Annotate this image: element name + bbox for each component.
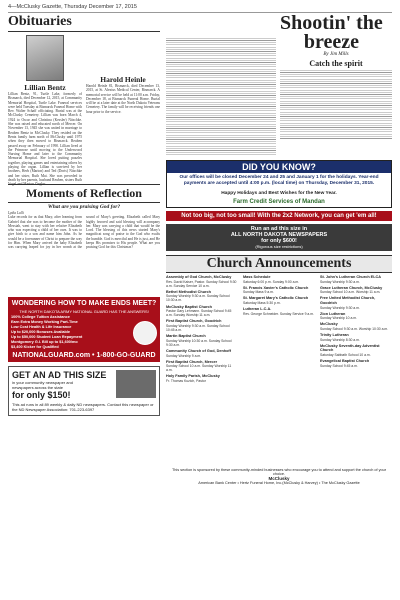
church-listing bbox=[166, 305, 238, 318]
church-listing bbox=[243, 296, 315, 305]
church-announcements-title: Church Announcements bbox=[166, 255, 392, 273]
church-name: Assembly of God Church, McClusky bbox=[166, 275, 232, 279]
church-info: Sunday School 10 a.m. Worship 11 a.m. bbox=[320, 290, 381, 295]
ad-line: (Rigorous size restrictions) bbox=[255, 244, 303, 249]
obituary-name: Lillian Bentz bbox=[24, 83, 66, 92]
church-name: McClusky Baptist Church bbox=[166, 304, 212, 309]
church-info: Sunday Worship 9:30 a.m. Sunday School 10:30 a.m. bbox=[166, 294, 230, 303]
ad-phone: 1-800-GO-GUARD bbox=[96, 352, 156, 360]
ad-line: GET AN AD THIS SIZE bbox=[12, 370, 107, 381]
church-listing bbox=[243, 307, 315, 316]
church-info: Sunday Worship 8:30 a.m. bbox=[320, 337, 360, 342]
benefit-item: 100% College Tuition Assistance bbox=[11, 315, 70, 320]
left-column bbox=[8, 14, 160, 416]
catch-title: Catch the spirit bbox=[309, 59, 363, 68]
ad-price: for only $150! bbox=[12, 390, 71, 401]
church-name: First Baptist Church, Mercer bbox=[166, 359, 218, 364]
church-info: Rev. David Kaiser, Pastor. Sunday School 9:30 a.m. Sunday Service 10 a.m. bbox=[166, 279, 237, 288]
ad-headline: DID YOU KNOW? bbox=[167, 161, 391, 173]
church-listing bbox=[166, 374, 238, 383]
church-name: Bethel Methodist Church bbox=[166, 289, 211, 294]
network-ad-red[interactable]: Not too big, not too small! With the 2x2 Network, you can get 'em all! bbox=[166, 211, 392, 221]
obituary-text-continued bbox=[86, 35, 160, 73]
church-name: Trinity Lutheran bbox=[320, 333, 349, 338]
church-info: Pastor Gary Lehmann. Sunday School 9:45 a.m. Sunday Worship 11 a.m. bbox=[166, 309, 232, 318]
church-listing bbox=[166, 319, 238, 332]
church-info: Rev. George Schneider. Sunday Service 9 a.m. bbox=[243, 311, 314, 316]
church-info: Sunday Worship 9:30 a.m. bbox=[320, 279, 360, 284]
ad-body: Our offices will be closed December 24 and 25 and January 1 for the holidays. Year-end payments are accepted until 4:00 p.m. (local time) on Thursday, December 31, 2015. bbox=[179, 175, 379, 186]
church-info: Sunday Worship 10 a.m. bbox=[320, 316, 358, 321]
church-info: Sunday Worship 9 a.m. bbox=[166, 353, 202, 358]
benefit-item: Earn Extra Money Working Part-Time bbox=[11, 320, 78, 325]
moments-author: Lydia Lalli bbox=[8, 211, 24, 215]
church-name: Community Church of God, Denhoff bbox=[166, 348, 231, 353]
column-title: breeze bbox=[303, 31, 359, 53]
church-info: Sunday Worship 9:30 a.m. bbox=[320, 305, 360, 310]
church-column bbox=[166, 275, 238, 385]
church-info: Sunday Mass 9 a.m. bbox=[243, 290, 274, 295]
benefit-item: Up to $20,000 Bonuses Available bbox=[11, 330, 71, 335]
church-listing bbox=[166, 349, 238, 358]
church-name: Grace Lutheran Church, McClusky bbox=[320, 285, 383, 290]
church-info: Sunday Worship 9:30 a.m. Sunday School 10:45 a.m. bbox=[166, 323, 230, 333]
benefit-item: $3,400 Kicker for Qualified bbox=[11, 345, 59, 350]
byline: By Jim Mills bbox=[323, 52, 349, 57]
church-info: Sunday Worship 10:30 a.m. Sunday School 9:30 a.m. bbox=[166, 338, 232, 347]
church-listing bbox=[166, 290, 238, 303]
ad-line: in your community newspaper and bbox=[12, 380, 73, 386]
north-dakota-map-icon bbox=[116, 370, 156, 398]
obituary-text: Harold Heinle 81, Bismarck, died December 13, 2015, at St. Alexius Medical Center, Bismarck. A memorial service will be held at 11:00 a.m. Friday, December 18, at Bismarck Funeral Home. Burial will be at a later date at the North Dakota Veterans Cemetery. The family will be receiving friends one hour prior to the service. bbox=[86, 84, 160, 114]
church-name: Mass Schedule bbox=[243, 275, 271, 279]
church-info: Sunday School 9:45 a.m. bbox=[320, 363, 358, 368]
sponsor-heading: McClusky bbox=[268, 476, 290, 481]
right-column bbox=[166, 14, 392, 485]
church-listing bbox=[243, 286, 315, 295]
column-title: Shootin' the bbox=[280, 12, 383, 34]
network-ad-gray[interactable] bbox=[166, 224, 392, 251]
church-info: Sunday School 9:30 a.m. Worship 10:30 a.m. bbox=[320, 326, 389, 331]
sponsor-list: American Bank Center • Hertz Funeral Home, Inc.(McClusky & Harvey) • The McClusky Gazette bbox=[198, 481, 360, 485]
moments-subtitle: What are you praising God for? bbox=[47, 204, 121, 210]
ad-line: Run an ad this size in bbox=[250, 226, 308, 232]
moments-title: Moments of Reflection bbox=[8, 184, 160, 203]
ad-brand: Farm Credit Services of Mandan bbox=[233, 199, 325, 205]
church-listing bbox=[320, 312, 392, 321]
church-info: Sunday School 10 a.m. Sunday Worship 11 a.m. bbox=[166, 364, 232, 373]
ad-line: for only $600! bbox=[261, 238, 297, 244]
church-name: Martin Baptist Church bbox=[166, 334, 206, 339]
church-info: Saturday Sabbath School 10 a.m. bbox=[320, 352, 371, 357]
church-info: Saturday 6:00 p.m. Sunday 9:00 a.m. bbox=[243, 279, 300, 284]
moments-text: Luke records for us that Mary, after learning from Gabriel that she was to become the mother of the Messiah, went to stay with her relative Elizabeth who was expecting a child of her own. It was to give birth to a son and name him John. As he would be a forerunner of Christ to prepare the way for Him. When Mary arrived the baby Elizabeth was carrying leaped for joy in her womb at the sound of Mary's greeting. Elizabeth called Mary highly favored and said blessing will accompany her. Mary was carrying a child that would be the Lord. The blessing of this news started Mary's magnificat song of praise to the God who exalts the humble. God is merciful and He is just, and He keeps His promises to His people. What are you praising God for this Christmas? bbox=[8, 215, 160, 250]
church-name: McClusky Seventh-day Adventist Church bbox=[320, 343, 380, 353]
statewide-ad[interactable] bbox=[8, 366, 160, 416]
church-footer: This section is sponsored by these community-minded businesses who encourage you to attend and support the church of your choice. bbox=[171, 468, 386, 476]
church-name: St. John's Lutheran Church ELCA bbox=[320, 275, 382, 279]
church-listing bbox=[243, 275, 315, 284]
obituary-name: Harold Heinle bbox=[100, 75, 146, 84]
church-info: Saturday Mass 5:30 p.m. bbox=[243, 300, 281, 305]
church-listing bbox=[320, 333, 392, 342]
church-name: Zion Lutheran bbox=[320, 311, 346, 316]
ad-line: ALL NORTH DAKOTA NEWSPAPERS bbox=[230, 232, 328, 238]
church-info: Fr. Thomas Kuzich, Pastor bbox=[166, 378, 206, 383]
church-listing bbox=[320, 322, 392, 331]
obituary-photo bbox=[26, 35, 64, 81]
ad-line: newspapers across the state bbox=[12, 385, 63, 391]
obituaries-title: Obituaries bbox=[8, 14, 160, 32]
church-column bbox=[243, 275, 315, 318]
church-listing bbox=[166, 360, 238, 373]
ad-brand: NATIONALGUARD.com bbox=[12, 352, 91, 360]
benefit-item: Low Cost Health & Life Insurance bbox=[11, 325, 72, 330]
guard-seal-icon bbox=[133, 321, 157, 345]
church-listing bbox=[320, 344, 392, 357]
church-listing bbox=[320, 275, 392, 284]
benefit-item: Montgomery G.I. Bill up to $1,600/mo bbox=[11, 340, 78, 345]
obituary-text: Lillian Bentz, 91, Turtle Lake, formerly of Bismarck, died December 12, 2015, at Community Memorial Hospital, Turtle Lake. Funeral services were held Tuesday at Bismarck Funeral Home with Rev. Walter Schaff officiating. Burial was at the McClusky Cemetery. Lillian was born March 4, 1924 to Oscar and Christina (Kessler) Nitschke. She was raised and educated north of Mercer. On November 13, 1945 she was united in marriage to Reuben Bentz in McClusky. They resided on the Bentz family farm north of McClusky until 1975 when they then moved to Bismarck. Reuben passed away on February of 1990. Lillian lived at the Primrose until moving to the Underwood Nursing Home and later to the Community Memorial Hospital. She loved putting puzzles together, playing games and entertaining others by playing the organ. Lillian is survived by her brothers, Herb (Marion) and Ted (Doris) Nitschke and her sister, Ruth Mai. She was preceded in death by her parents, husband Reuben, sisters Ruth Vogel and Marion Ziegler. bbox=[8, 92, 82, 187]
page-header: 4—McClusky Gazette, Thursday December 17, 2015 bbox=[8, 4, 392, 13]
column-text bbox=[166, 38, 276, 156]
catch-text bbox=[280, 70, 392, 140]
ad-fineprint: This ad runs in all 89 weekly & daily ND newspapers. Contact this newspaper or the ND Newspaper Association: 701-223-6397 bbox=[12, 402, 154, 413]
church-listing bbox=[320, 286, 392, 295]
church-name: First Baptist Church, Goodrich bbox=[166, 319, 222, 324]
national-guard-ad[interactable]: WONDERING HOW TO MAKE ENDS MEET? THE NORTH DAKOTA ARMY NATIONAL GUARD HAS THE ANSWERS! 100% College Tuition Assistance Earn Extra Money Working Part-Time Low Cost Health & Life Insurance Up to $20,000 Bonuses Available Up to $50,000 Student Loan Repayment Montgomery G.I. Bill up to $1,600/mo $3,400 Kicker for Qualified NATIONALGUARD.com • 1-800-GO-GUARD bbox=[8, 297, 160, 362]
church-listing bbox=[166, 275, 238, 288]
church-name: McClusky bbox=[320, 322, 338, 327]
ad-subhead: THE NORTH DAKOTA ARMY NATIONAL GUARD HAS THE ANSWERS! bbox=[19, 309, 149, 315]
benefit-item: Up to $50,000 Student Loan Repayment bbox=[11, 335, 83, 340]
ad-body: Happy Holidays and Best Wishes for the New Year. bbox=[221, 191, 337, 196]
church-listing bbox=[166, 334, 238, 347]
church-name: Holy Family Parish, McClusky bbox=[166, 374, 220, 379]
church-column bbox=[320, 275, 392, 370]
church-name: Lutheran L.C.A. bbox=[243, 307, 272, 312]
did-you-know-ad[interactable] bbox=[166, 160, 392, 208]
church-listing bbox=[320, 359, 392, 368]
ad-headline: WONDERING HOW TO MAKE ENDS MEET? bbox=[11, 300, 157, 308]
church-name: St. Margaret Mary's Catholic Church bbox=[243, 296, 309, 301]
church-name: Evangelical Baptist Church bbox=[320, 359, 370, 363]
church-name: Free United Methodist Church, Goodrich bbox=[320, 296, 376, 305]
church-name: St. Francis Xavier's Catholic Church bbox=[243, 285, 309, 290]
church-listing bbox=[320, 296, 392, 309]
